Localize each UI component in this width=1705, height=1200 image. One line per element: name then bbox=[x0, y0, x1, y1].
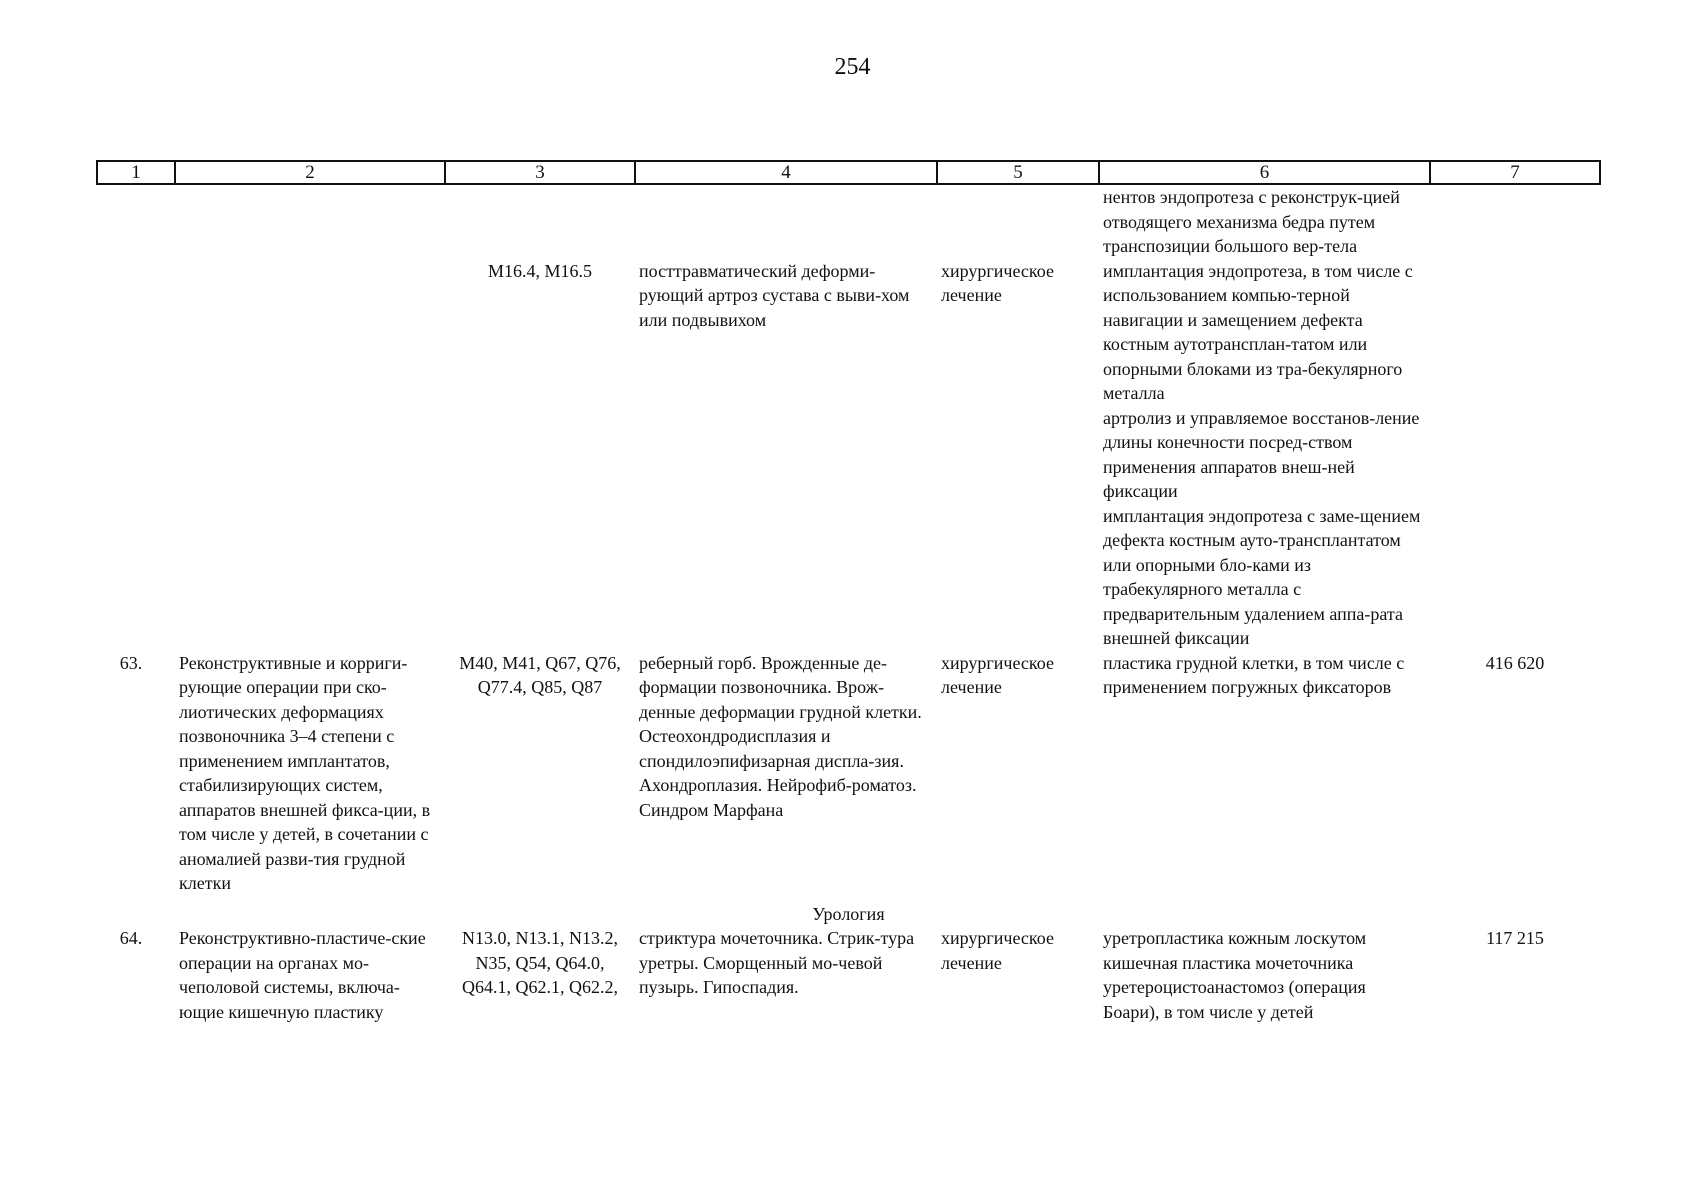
services-table bbox=[96, 160, 1601, 1024]
cost: 117 215 bbox=[1486, 928, 1544, 948]
row-number: 63. bbox=[119, 652, 143, 673]
treatment-method: уретропластика кожным лоскутом bbox=[1103, 928, 1367, 948]
service-name bbox=[175, 184, 445, 259]
table-row bbox=[97, 651, 1600, 896]
col-header-3: 3 bbox=[445, 161, 635, 184]
treatment-method: кишечная пластика мочеточника bbox=[1103, 952, 1354, 973]
col-header-1: 1 bbox=[97, 161, 175, 184]
page-number: 254 bbox=[834, 54, 871, 80]
treatment-method: имплантация эндопротеза с заме-щением дефекта костным ауто-трансплантатом или опорными бло-ками из трабекулярного металла с предварительным удалением аппа-рата внешней фиксации bbox=[1103, 505, 1421, 648]
cost bbox=[1430, 259, 1600, 651]
row-number bbox=[97, 184, 175, 259]
treatment-method: артролиз и управляемое восстанов-ление длины конечности посред-ством применения аппаратов внеш-ней фиксации bbox=[1103, 407, 1420, 501]
section-row bbox=[97, 896, 1600, 927]
treatment-type: хирургическое лечение bbox=[941, 260, 1054, 305]
row-number bbox=[97, 259, 175, 651]
patient-model: посттравматический деформи-рующий артроз сустава с выви-хом или подвывихом bbox=[639, 260, 910, 330]
col-header-7: 7 bbox=[1430, 161, 1600, 184]
col-header-2: 2 bbox=[175, 161, 445, 184]
table-row bbox=[97, 259, 1600, 651]
treatment-methods bbox=[1099, 259, 1430, 651]
treatment-methods bbox=[1099, 926, 1430, 1024]
table-row bbox=[97, 926, 1600, 1024]
table-row bbox=[97, 184, 1600, 259]
icd-codes: M16.4, M16.5 bbox=[487, 260, 592, 281]
service-name: Реконструктивно-пластиче-ские операции на органах мо-чеполовой системы, включа-ющие кишечную пластику bbox=[179, 928, 426, 1022]
treatment-method: нентов эндопротеза с реконструк-цией отводящего механизма бедра путем транспозиции большого вер-тела bbox=[1103, 187, 1400, 256]
patient-model bbox=[635, 184, 937, 259]
treatment-type: хирургическое лечение bbox=[941, 652, 1054, 697]
patient-model: реберный горб. Врожденные де-формации позвоночника. Врож-денные деформации грудной клетки. Остеохондродисплазия и спондилоэпифизарная диспла-зия. Ахондроплазия. Нейрофиб-роматоз. Синдром Марфана bbox=[639, 652, 922, 820]
col-header-4: 4 bbox=[635, 161, 937, 184]
col-header-6: 6 bbox=[1099, 161, 1430, 184]
col-header-5: 5 bbox=[937, 161, 1099, 184]
cost bbox=[1430, 184, 1600, 259]
treatment-method: пластика грудной клетки, в том числе с применением погружных фиксаторов bbox=[1103, 652, 1405, 697]
icd-codes: M40, M41, Q67, Q76, Q77.4, Q85, Q87 bbox=[459, 652, 621, 697]
service-name bbox=[175, 259, 445, 651]
icd-codes bbox=[445, 184, 635, 259]
row-number: 64. bbox=[119, 928, 143, 948]
service-name: Реконструктивные и корриги-рующие операции при ско-лиотических деформациях позвоночника 3–4 степени с применением имплантатов, стабилизирующих систем, аппаратов внешней фикса-ции, в том числе у детей, в сочетании с аномалией разви-тия грудной клетки bbox=[179, 652, 431, 893]
treatment-type: хирургическое лечение bbox=[941, 928, 1054, 973]
patient-model: стриктура мочеточника. Стрик-тура уретры. Сморщенный мо-чевой пузырь. Гипоспадия. bbox=[639, 928, 915, 997]
treatment-type bbox=[937, 184, 1099, 259]
column-number-header bbox=[97, 161, 1600, 184]
treatment-method: уретероцистоанастомоз (операция Боари), в том числе у детей bbox=[1103, 977, 1366, 1022]
icd-codes: N13.0, N13.1, N13.2, N35, Q54, Q64.0, Q64.1, Q62.1, Q62.2, bbox=[462, 928, 618, 997]
treatment-method: имплантация эндопротеза, в том числе с использованием компью-терной навигации и замещением дефекта костным аутотрансплан-татом или опорными блоками из тра-бекулярного металла bbox=[1103, 260, 1413, 403]
cost: 416 620 bbox=[1485, 652, 1545, 673]
section-heading: Урология bbox=[812, 903, 885, 924]
